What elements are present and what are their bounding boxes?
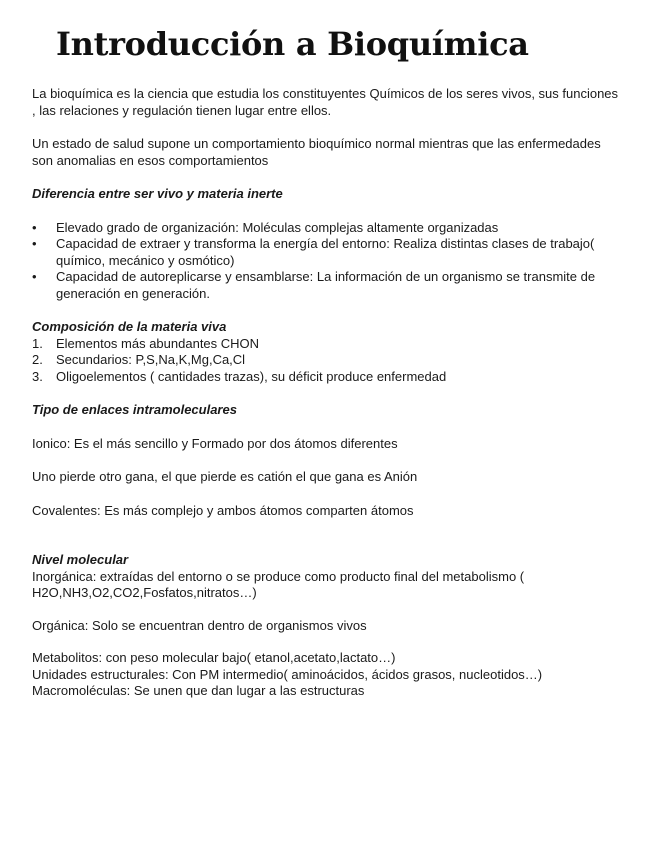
list-item-text: Oligoelementos ( cantidades trazas), su déficit produce enfermedad — [56, 368, 447, 384]
list-item: • Capacidad de autoreplicarse y ensamblarse: La información de un organismo se transmite de generación en generación. — [32, 269, 622, 302]
bullet-list — [32, 220, 622, 303]
document-body — [32, 86, 622, 700]
body-paragraph: Covalentes: Es más complejo y ambos átomos comparten átomos — [32, 502, 414, 518]
body-paragraph: Inorgánica: extraídas del entorno o se produce como producto final del metabolismo ( H2O,NH3,O2,CO2,Fosfatos,nitratos…) — [32, 568, 525, 600]
section-heading: Composición de la materia viva — [32, 319, 227, 334]
intro-paragraph: Un estado de salud supone un comportamiento bioquímico normal mientras que las enfermedades son anomalias en esos comportamientos — [32, 136, 601, 168]
list-item — [32, 369, 622, 386]
numbered-list — [32, 336, 622, 386]
body-paragraph: Ionico: Es el más sencillo y Formado por dos átomos diferentes — [32, 435, 398, 451]
list-item-text: Elementos más abundantes CHON — [56, 335, 260, 351]
list-item-text: Secundarios: P,S,Na,K,Mg,Ca,Cl — [56, 352, 246, 367]
section-heading: Nivel molecular — [32, 552, 129, 567]
body-line: Macromoléculas: Se unen que dan lugar a las estructuras — [32, 683, 365, 698]
list-item: • Capacidad de extraer y transforma la energía del entorno: Realiza distintas clases de trabajo( químico, mecánico y osmótico) — [32, 236, 622, 269]
body-line: Metabolitos: con peso molecular bajo( etanol,acetato,lactato…) — [32, 650, 396, 665]
list-number: 3. — [32, 368, 43, 384]
list-number: 1. — [32, 335, 43, 351]
body-paragraph: Uno pierde otro gana, el que pierde es catión el que gana es Anión — [32, 469, 418, 484]
section-heading: Tipo de enlaces intramoleculares — [32, 402, 237, 417]
body-line: Unidades estructurales: Con PM intermedio( aminoácidos, ácidos grasos, nucleotidos…) — [32, 666, 543, 682]
list-item — [32, 352, 622, 369]
list-item: • Elevado grado de organización: Moléculas complejas altamente organizadas — [32, 220, 622, 237]
list-item — [32, 336, 622, 353]
page-title: Introducción a Bioquímica — [56, 25, 529, 63]
section-heading: Diferencia entre ser vivo y materia inerte — [32, 186, 283, 201]
list-number: 2. — [32, 352, 43, 367]
body-paragraph: Orgánica: Solo se encuentran dentro de organismos vivos — [32, 617, 367, 633]
intro-paragraph: La bioquímica es la ciencia que estudia los constituyentes Químicos de los seres vivos, sus funciones , las relaciones y regulación tienen lugar entre ellos. — [32, 86, 619, 118]
